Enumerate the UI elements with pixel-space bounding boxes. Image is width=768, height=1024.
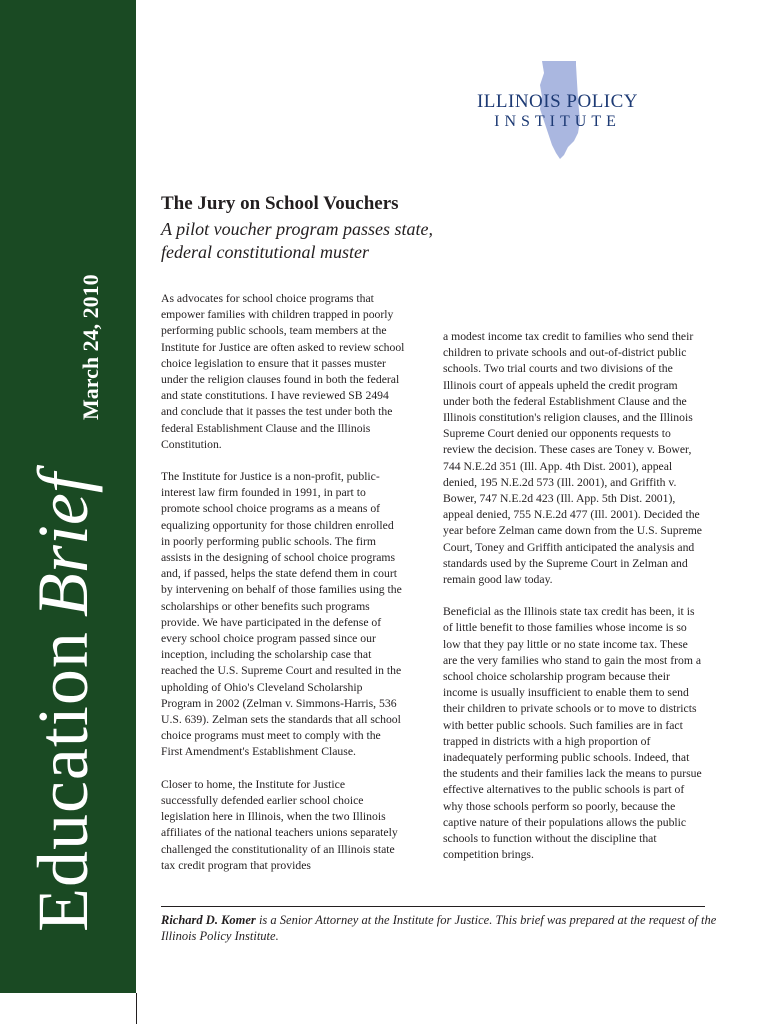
article-left-column xyxy=(161,291,405,890)
paragraph: a modest income tax credit to families who send their children to private schools and out-of-district public schools. Two trial courts and two divisions of the Illinois court of appeals upheld the credit program under both the federal Establishment Clause and the Illinois constitution's religion clauses, and the Illinois Supreme Court denied our opponents requests to review the decision. These cases are Toney v. Bower, 744 N.E.2d 351 (Ill. App. 4th Dist. 2001), appeal denied, 195 N.E.2d 573 (Ill. 2001), and Griffith v. Bower, 747 N.E.2d 423 (Ill. App. 5th Dist. 2001), appeal denied, 755 N.E.2d 477 (Ill. 2001). Decided the year before Zelman came down from the U.S. Supreme Court, Toney and Griffith anticipated the analysis and standards used by the Supreme Court in Zelman and remain good law today. xyxy=(443,330,702,587)
publication-title xyxy=(23,473,107,932)
article-title: The Jury on School Vouchers xyxy=(161,193,399,214)
author-note xyxy=(161,912,721,944)
illinois-policy-institute-logo xyxy=(470,55,645,165)
paragraph: Closer to home, the Institute for Justice successfully defended earlier school choice legislation here in Illinois, when the two Illinois affiliates of the national teachers unions separately challenged the constitutionality of an Illinois state tax credit program that provides xyxy=(161,777,398,872)
footer-divider xyxy=(161,906,705,907)
publication-date: March 24, 2010 xyxy=(78,274,103,420)
paragraph: Beneficial as the Illinois state tax credit has been, it is of little benefit to those families whose income is so low that they pay little or no state income tax. These are the very families who stand to gain the most from a school choice scholarship program because their income is usually insufficient to enable them to send their children to private schools or to move to districts with better public schools. Such families are in fact trapped in districts with a high proportion of inadequately performing public schools. Indeed, that the students and their families lack the means to pursue effective alternatives to the public schools is part of why those schools perform so poorly, because the captive nature of their populations allows the public schools to function without the discipline that competition brings. xyxy=(443,605,702,862)
author-name: Richard D. Komer xyxy=(161,913,256,927)
publication-title-word1: Education xyxy=(23,631,103,932)
sidebar-edge-rule xyxy=(136,993,137,1024)
logo-text-line1: ILLINOIS POLICY xyxy=(476,91,639,112)
paragraph: The Institute for Justice is a non-profit, public-interest law firm founded in 1991, in part to promote school choice programs as a means of equalizing opportunity for those children enrolled in poorly performing public schools. The firm assists in the designing of school choice programs and, if passed, helps the state defend them in court by intervening on behalf of those families using the scholarships or other benefits such programs provide. We have participated in the defense of every school choice program passed since our inception, including the scholarship case that reached the U.S. Supreme Court and resulted in the upholding of Ohio's Cleveland Scholarship Program in 2002 (Zelman v. Simmons-Harris, 536 U.S. 639). Zelman sets the standards that all school choice programs must meet to comply with the First Amendment's Establishment Clause. xyxy=(161,470,402,759)
article-right-column xyxy=(443,329,703,880)
article-subtitle: A pilot voucher program passes state, federal constitutional muster xyxy=(161,219,433,262)
author-description: is a Senior Attorney at the Institute for Justice. This brief was prepared at the request of the Illinois Policy Institute. xyxy=(161,913,717,943)
publication-title-word2: Brief xyxy=(23,473,103,618)
logo-text-line2: INSTITUTE xyxy=(494,113,621,130)
paragraph: As advocates for school choice programs that empower families with children trapped in poorly performing public schools, team members at the Institute for Justice are often asked to review school choice legislation to ensure that it passes muster under the religion clauses found in both the federal and state constitutions. I have reviewed SB 2494 and conclude that it passes the test under both the federal Establishment Clause and the Illinois Constitution. xyxy=(161,292,405,451)
